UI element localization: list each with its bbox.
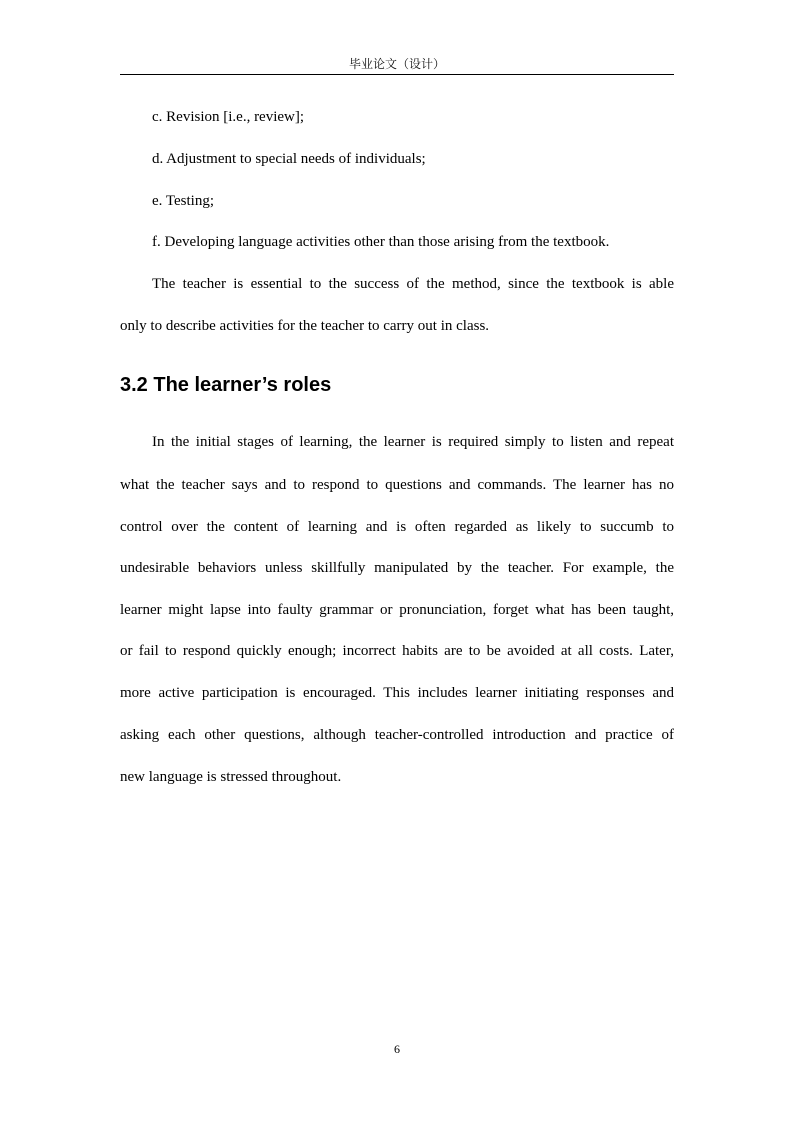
paragraph-line: control over the content of learning and is often regarded as likely to succumb to	[120, 519, 674, 535]
header-rule	[120, 74, 674, 75]
paragraph-line: or fail to respond quickly enough; incorrect habits are to be avoided at all costs. Later,	[120, 643, 674, 659]
list-item: f. Developing language activities other than those arising from the textbook.	[152, 234, 610, 250]
page-number: 6	[394, 1042, 400, 1056]
list-item: e. Testing;	[152, 193, 214, 209]
list-item: d. Adjustment to special needs of individuals;	[152, 151, 426, 167]
paragraph-line: what the teacher says and to respond to questions and commands. The learner has no	[120, 477, 674, 493]
paragraph-line: In the initial stages of learning, the learner is required simply to listen and repeat	[152, 434, 674, 450]
paragraph-line: asking each other questions, although teacher-controlled introduction and practice of	[120, 727, 674, 743]
section-heading: 3.2 The learner’s roles	[120, 374, 332, 396]
paragraph-line: The teacher is essential to the success of the method, since the textbook is able	[152, 276, 674, 292]
paragraph-line: learner might lapse into faulty grammar or pronunciation, forget what has been taught,	[120, 602, 674, 618]
paragraph-line: undesirable behaviors unless skillfully manipulated by the teacher. For example, the	[120, 560, 674, 576]
paragraph-line: new language is stressed throughout.	[120, 769, 342, 785]
page-header-title: 毕业论文（设计）	[348, 57, 445, 71]
paragraph-line: only to describe activities for the teacher to carry out in class.	[120, 318, 490, 334]
list-item: c. Revision [i.e., review];	[152, 109, 305, 125]
paragraph-line: more active participation is encouraged. This includes learner initiating responses and	[120, 685, 674, 701]
